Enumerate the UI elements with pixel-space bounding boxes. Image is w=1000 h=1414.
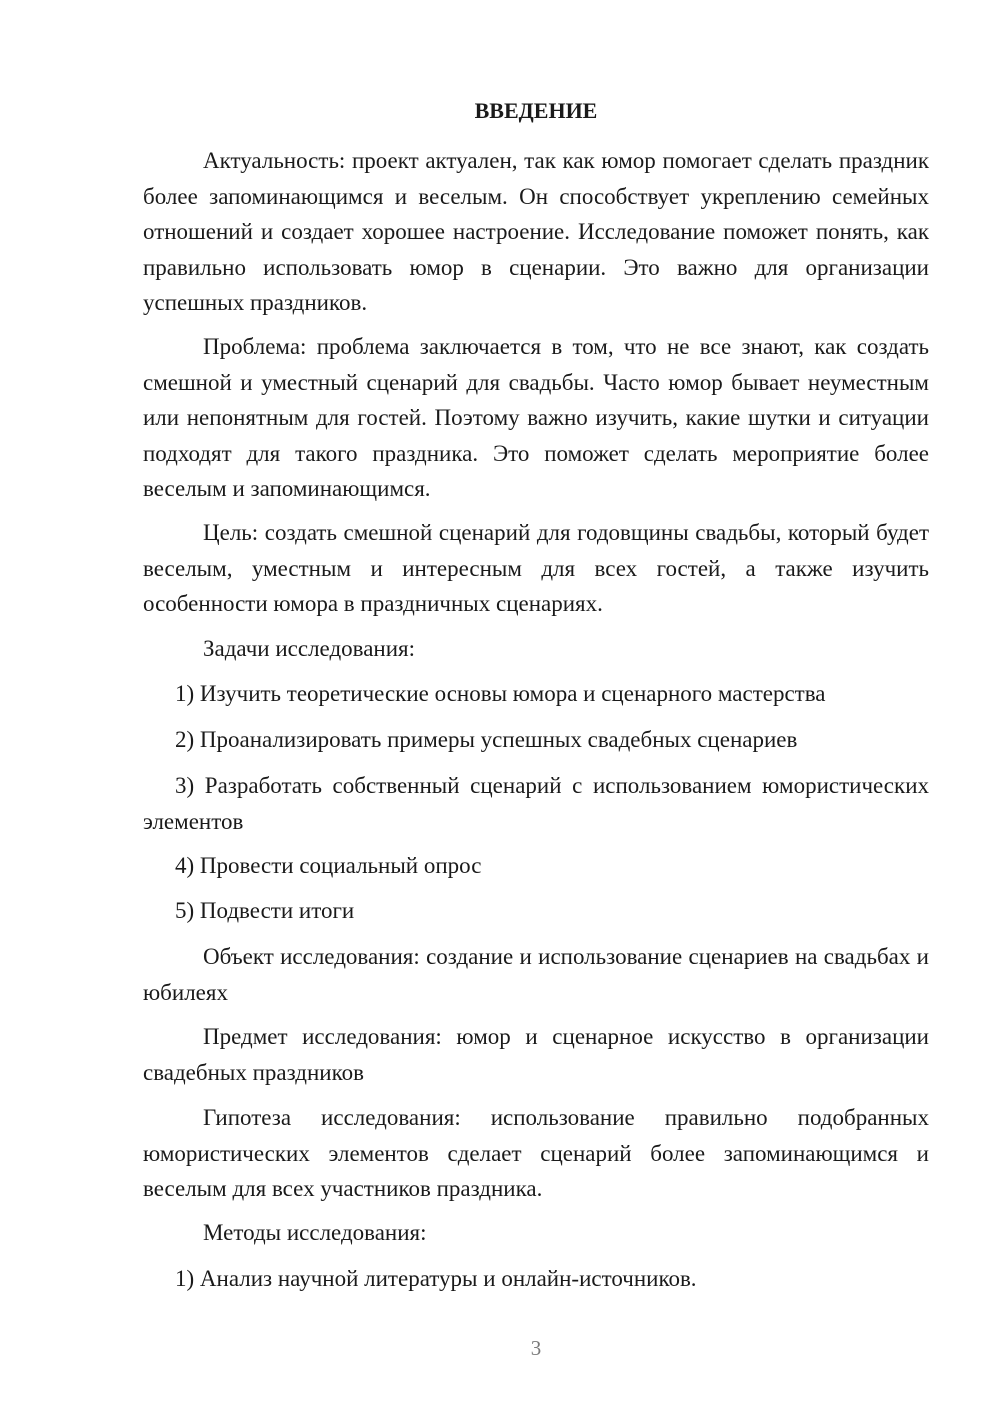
method-item-1: 1) Анализ научной литературы и онлайн-источников.: [175, 1266, 697, 1291]
goal-paragraph: Цель: создать смешной сценарий для годовщины свадьбы, который будет веселым, уместным и интересным для всех гостей, а также изучить особенности юмора в праздничных сценариях.: [143, 520, 929, 616]
object-paragraph: Объект исследования: создание и использование сценариев на свадьбах и юбилеях: [143, 944, 929, 1005]
page-number: 3: [530, 1336, 542, 1360]
relevance-paragraph: Актуальность: проект актуален, так как юмор помогает сделать праздник более запоминающимся и веселым. Он способствует укреплению семейных отношений и создает хорошее настроение. Исследование поможет понять, как правильно использовать юмор в сценарии. Это важно для организации успешных праздников.: [143, 148, 929, 315]
task-item-2: 2) Проанализировать примеры успешных свадебных сценариев: [175, 727, 798, 752]
problem-paragraph: Проблема: проблема заключается в том, что не все знают, как создать смешной и уместный сценарий для свадьбы. Часто юмор бывает неуместным или непонятным для гостей. Поэтому важно изучить, какие шутки и ситуации подходят для такого праздника. Это поможет сделать мероприятие более веселым и запоминающимся.: [143, 334, 929, 501]
methods-heading: Методы исследования:: [203, 1220, 427, 1245]
section-title: ВВЕДЕНИЕ: [474, 98, 598, 123]
task-item-1: 1) Изучить теоретические основы юмора и сценарного мастерства: [175, 681, 826, 706]
subject-paragraph: Предмет исследования: юмор и сценарное искусство в организации свадебных праздников: [143, 1024, 929, 1085]
tasks-heading: Задачи исследования:: [203, 636, 416, 661]
task-item-4: 4) Провести социальный опрос: [175, 853, 482, 878]
task-item-5: 5) Подвести итоги: [175, 898, 355, 923]
task-item-3: 3) Разработать собственный сценарий с использованием юмористических элементов: [143, 773, 929, 834]
hypothesis-paragraph: Гипотеза исследования: использование правильно подобранных юмористических элементов сделает сценарий более запоминающимся и веселым для всех участников праздника.: [143, 1105, 929, 1201]
